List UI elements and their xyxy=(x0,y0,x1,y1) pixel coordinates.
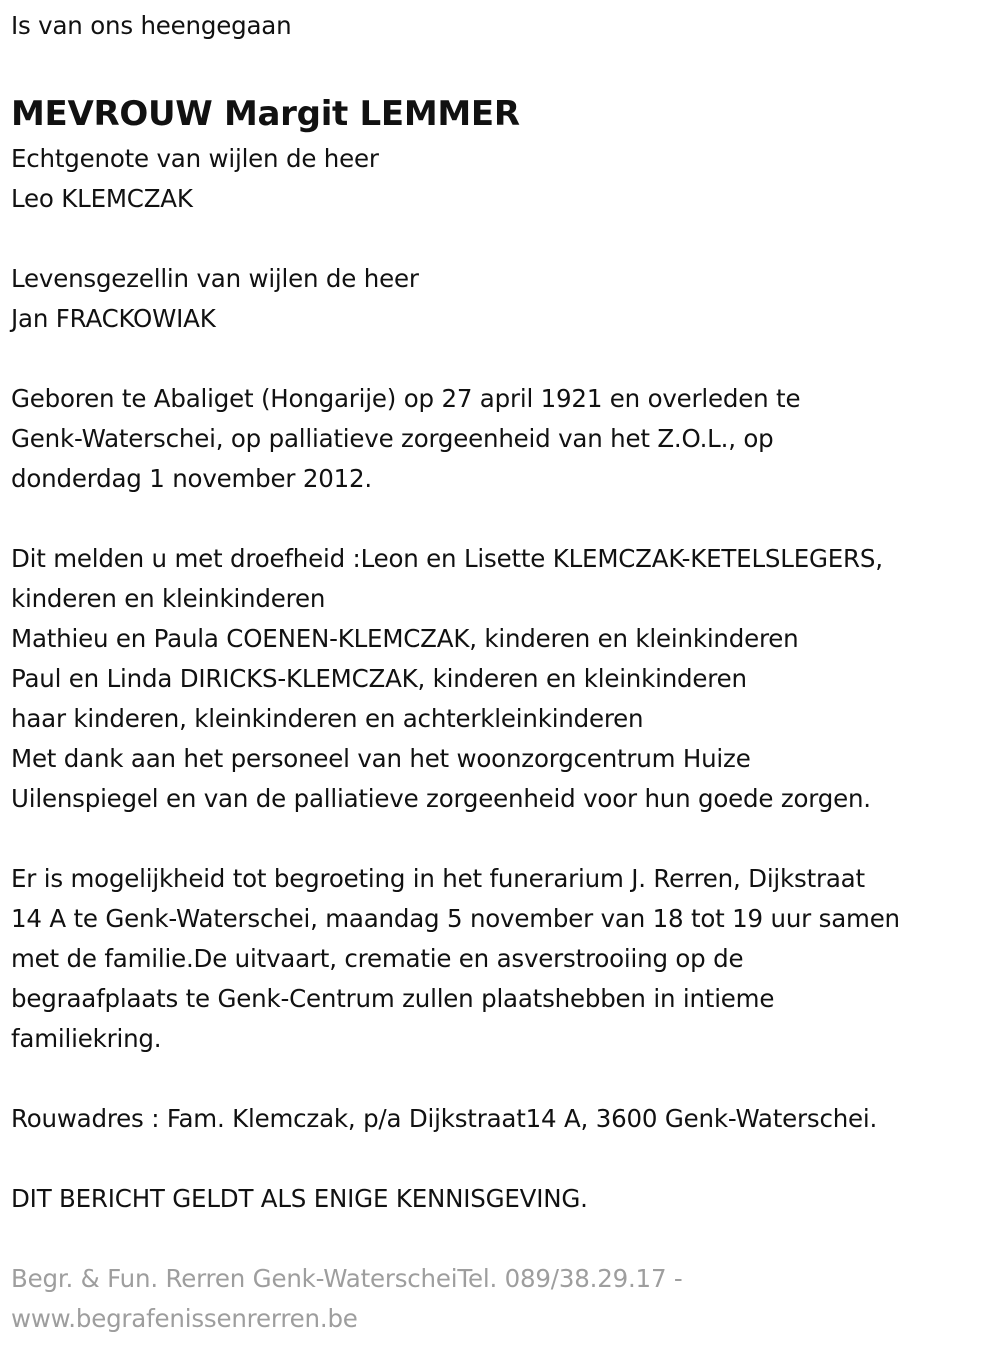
birth-death-paragraph xyxy=(11,379,1000,499)
paragraph-line: begraafplaats te Genk-Centrum zullen plaatshebben in intieme xyxy=(11,984,775,1013)
paragraph-line: Genk-Waterschei, op palliatieve zorgeenheid van het Z.O.L., op xyxy=(11,424,774,453)
deceased-name: MEVROUW Margit LEMMER xyxy=(11,94,520,134)
paragraph-line: kinderen en kleinkinderen xyxy=(11,584,326,613)
paragraph-line: met de familie.De uitvaart, crematie en asverstrooiing op de xyxy=(11,944,744,973)
paragraph-line: Er is mogelijkheid tot begroeting in het funerarium J. Rerren, Dijkstraat xyxy=(11,864,865,893)
paragraph-line: Uilenspiegel en van de palliatieve zorgeenheid voor hun goede zorgen. xyxy=(11,784,871,813)
funeral-home-contact: Begr. & Fun. Rerren Genk-WaterscheiTel. 089/38.29.17 - xyxy=(11,1264,683,1293)
ceremony-paragraph xyxy=(11,859,1000,1059)
spacer xyxy=(11,1059,1000,1099)
mourning-address: Rouwadres : Fam. Klemczak, p/a Dijkstraat14 A, 3600 Genk-Waterschei. xyxy=(11,1104,878,1133)
funeral-home-footer xyxy=(11,1259,1000,1339)
paragraph-line: donderdag 1 november 2012. xyxy=(11,464,372,493)
paragraph-line: Dit melden u met droefheid :Leon en Lisette KLEMCZAK-KETELSLEGERS, xyxy=(11,544,883,573)
spouse-name: Leo KLEMCZAK xyxy=(11,184,193,213)
spacer xyxy=(11,1139,1000,1179)
spacer xyxy=(11,819,1000,859)
spacer xyxy=(11,46,1000,86)
paragraph-line: haar kinderen, kleinkinderen en achterkleinkinderen xyxy=(11,704,644,733)
paragraph-line: Paul en Linda DIRICKS-KLEMCZAK, kinderen en kleinkinderen xyxy=(11,664,747,693)
paragraph-line: Met dank aan het personeel van het woonzorgcentrum Huize xyxy=(11,744,751,773)
mourners-paragraph xyxy=(11,539,1000,819)
spacer xyxy=(11,499,1000,539)
partner-name: Jan FRACKOWIAK xyxy=(11,304,216,333)
spouse-relation: Echtgenote van wijlen de heer xyxy=(11,144,379,173)
partner-relation: Levensgezellin van wijlen de heer xyxy=(11,264,419,293)
notice-statement: DIT BERICHT GELDT ALS ENIGE KENNISGEVING. xyxy=(11,1184,588,1213)
paragraph-line: Geboren te Abaliget (Hongarije) op 27 april 1921 en overleden te xyxy=(11,384,801,413)
spacer xyxy=(11,339,1000,379)
paragraph-line: 14 A te Genk-Waterschei, maandag 5 november van 18 tot 19 uur samen xyxy=(11,904,900,933)
funeral-home-website-link[interactable]: www.begrafenissenrerren.be xyxy=(11,1304,358,1333)
paragraph-line: familiekring. xyxy=(11,1024,162,1053)
intro-text: Is van ons heengegaan xyxy=(11,11,292,40)
spacer xyxy=(11,1219,1000,1259)
spacer xyxy=(11,219,1000,259)
paragraph-line: Mathieu en Paula COENEN-KLEMCZAK, kinderen en kleinkinderen xyxy=(11,624,799,653)
